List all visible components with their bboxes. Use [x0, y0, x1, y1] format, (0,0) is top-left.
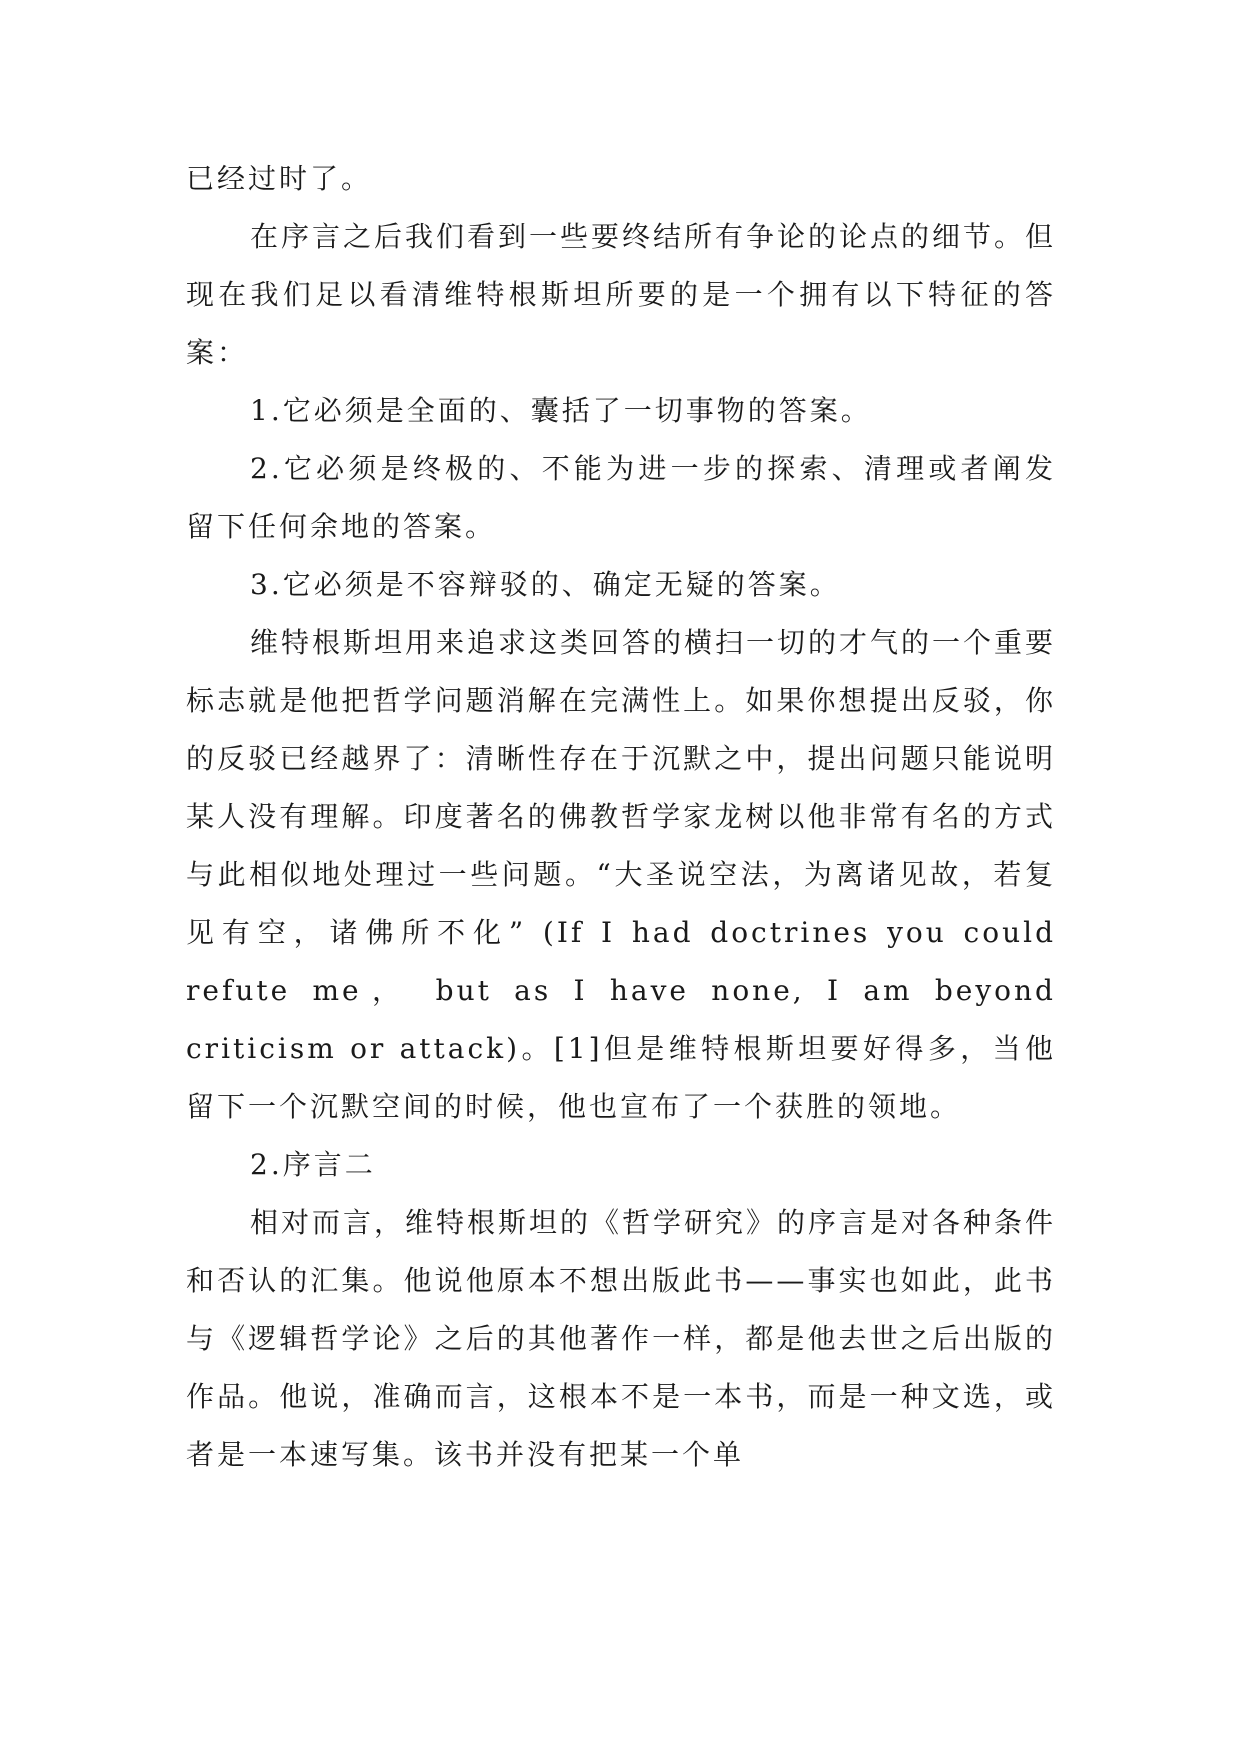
list-item: 2.它必须是终极的、不能为进一步的探索、清理或者阐发留下任何余地的答案。 [186, 452, 1056, 543]
paragraph: 已经过时了。 [186, 162, 373, 195]
body-text [186, 150, 1056, 1484]
list-item: 3.它必须是不容辩驳的、确定无疑的答案。 [250, 568, 841, 601]
section-heading: 2.序言二 [250, 1148, 376, 1181]
list-item: 1.它必须是全面的、囊括了一切事物的答案。 [250, 394, 872, 427]
paragraph: 在序言之后我们看到一些要终结所有争论的论点的细节。但现在我们足以看清维特根斯坦所要的是一个拥有以下特征的答案： [186, 220, 1057, 369]
paragraph: 维特根斯坦用来追求这类回答的横扫一切的才气的一个重要标志就是他把哲学问题消解在完满性上。如果你想提出反驳，你的反驳已经越界了：清晰性存在于沉默之中，提出问题只能说明某人没有理解。印度著名的佛教哲学家龙树以他非常有名的方式与此相似地处理过一些问题。“大圣说空法，为离诸见故，若复见有空，诸佛所不化” (If I had doctrines you could refute me， but as I have none, I am beyond criticism or attack)。[1]但是维特根斯坦要好得多，当他留下一个沉默空间的时候，他也宣布了一个获胜的领地。 [186, 626, 1057, 1123]
paragraph: 相对而言，维特根斯坦的《哲学研究》的序言是对各种条件和否认的汇集。他说他原本不想出版此书——事实也如此，此书与《逻辑哲学论》之后的其他著作一样，都是他去世之后出版的作品。他说，准确而言，这根本不是一本书，而是一种文选，或者是一本速写集。该书并没有把某一个单 [186, 1206, 1057, 1471]
